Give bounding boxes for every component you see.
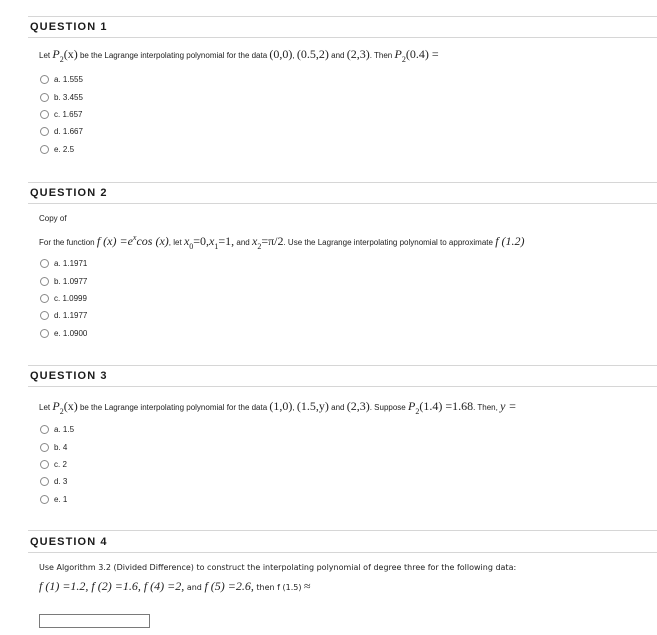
q3-title-rule — [28, 386, 657, 387]
q1-option[interactable]: d. 1.667 — [40, 123, 83, 140]
q4-title-rule — [28, 552, 657, 553]
radio-button[interactable] — [40, 110, 49, 119]
q1-prompt: Let $P_2(x)$ be the Lagrange interpolating polynomial for the data (0,0), (0.5,2) and (2,3). Then $P_2(0.4)$ = — [39, 47, 439, 64]
radio-button[interactable] — [40, 425, 49, 434]
q1-option[interactable]: c. 1.657 — [40, 106, 83, 123]
q1-title: QUESTION 1 — [30, 21, 108, 33]
q3-option[interactable]: e. 1 — [40, 491, 74, 508]
q2-option[interactable]: d. 1.1977 — [40, 307, 87, 324]
radio-button[interactable] — [40, 145, 49, 154]
q2-prompt: For the function f $(x) =e^x\cos$ (x), let $x_0=0,x_1=1$, and $x_2=\pi/2$. Use the Lagrange interpolating polynomial to approximate f (1.2) — [39, 233, 525, 251]
q2-options — [40, 255, 87, 342]
q1-option[interactable]: e. 2.5 — [40, 141, 83, 158]
radio-button[interactable] — [40, 477, 49, 486]
q2-title-rule — [28, 203, 657, 204]
q1-options — [40, 71, 83, 158]
radio-button[interactable] — [40, 127, 49, 136]
q2-top-rule — [28, 182, 657, 183]
q4-top-rule — [28, 530, 657, 531]
q3-option[interactable]: c. 2 — [40, 456, 74, 473]
q1-option[interactable]: a. 1.555 — [40, 71, 83, 88]
q4-title: QUESTION 4 — [30, 536, 108, 548]
q2-option[interactable]: e. 1.0900 — [40, 325, 87, 342]
q3-option[interactable]: b. 4 — [40, 438, 74, 455]
q4-prompt-line2: f (1) =1.2, f (2) =1.6, f (4) =2, and f (5) =2.6, then f (1.5) ≈ — [39, 579, 311, 593]
radio-button[interactable] — [40, 75, 49, 84]
q3-top-rule — [28, 365, 657, 366]
q3-prompt: Let $P_2(x)$ be the Lagrange interpolating polynomial for the data (1,0), (1.5,y) and (2,3). Suppose $P_2(1.4) =1.68$. Then, y = — [39, 399, 517, 416]
q2-option[interactable]: a. 1.1971 — [40, 255, 87, 272]
radio-button[interactable] — [40, 294, 49, 303]
q1-option[interactable]: b. 3.455 — [40, 88, 83, 105]
q4-prompt-line1: Use Algorithm 3.2 (Divided Difference) to construct the interpolating polynomial of degree three for the following data: — [39, 563, 517, 572]
q3-option[interactable]: a. 1.5 — [40, 421, 74, 438]
q2-option[interactable]: b. 1.0977 — [40, 272, 87, 289]
q3-title: QUESTION 3 — [30, 370, 108, 382]
radio-button[interactable] — [40, 311, 49, 320]
q1-top-rule — [28, 16, 657, 17]
radio-button[interactable] — [40, 259, 49, 268]
q2-copy-label: Copy of — [39, 214, 67, 223]
q2-title: QUESTION 2 — [30, 187, 108, 199]
q1-title-rule — [28, 37, 657, 38]
q4-answer-input[interactable] — [39, 614, 150, 628]
radio-button[interactable] — [40, 329, 49, 338]
radio-button[interactable] — [40, 460, 49, 469]
q3-option[interactable]: d. 3 — [40, 473, 74, 490]
radio-button[interactable] — [40, 443, 49, 452]
radio-button[interactable] — [40, 277, 49, 286]
radio-button[interactable] — [40, 495, 49, 504]
radio-button[interactable] — [40, 93, 49, 102]
q3-options — [40, 421, 74, 508]
q2-option[interactable]: c. 1.0999 — [40, 290, 87, 307]
